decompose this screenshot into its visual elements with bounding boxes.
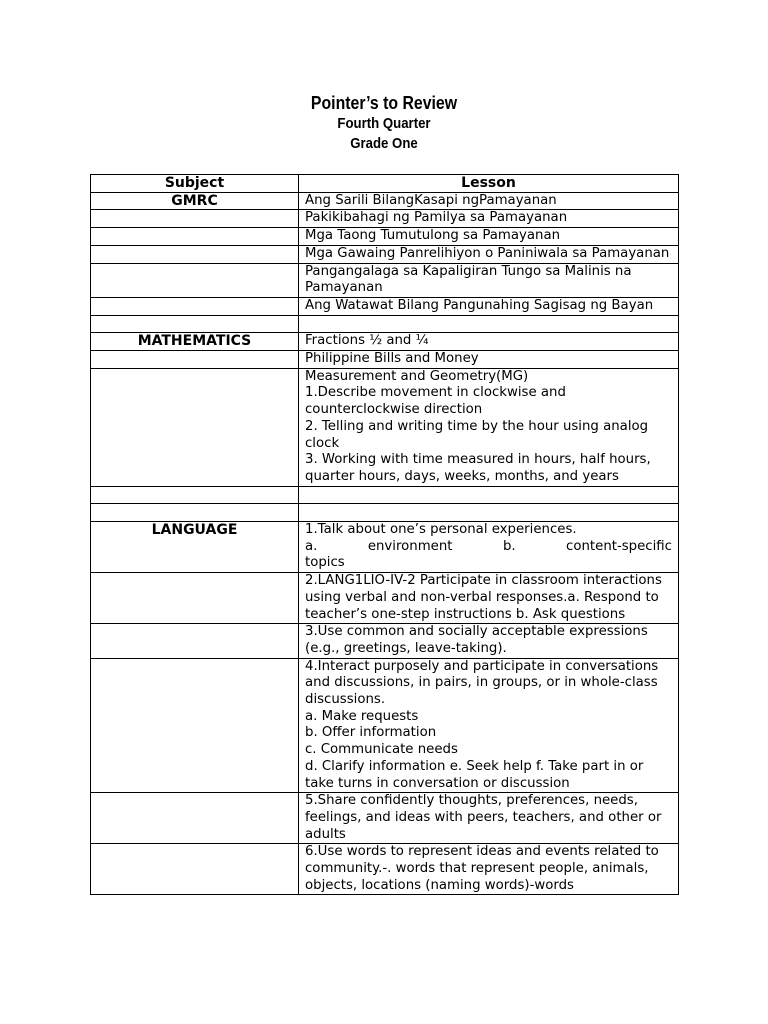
lesson-text: 4.Interact purposely and participate in conversations and discussions, in pairs, in groups, or in whole-class discussions. <box>305 658 659 708</box>
subject-cell <box>91 658 299 793</box>
table-row <box>91 368 679 486</box>
mg-item: 2. Telling and writing time by the hour using analog clock <box>305 418 649 451</box>
lesson-cell: Fractions ½ and ¼ <box>299 333 679 351</box>
subject-cell <box>91 504 299 522</box>
table-row <box>91 245 679 263</box>
subject-cell <box>91 368 299 486</box>
lesson-cell: Mga Taong Tumutulong sa Pamayanan <box>299 228 679 246</box>
subject-column-header: Subject <box>91 175 299 193</box>
lesson-column-header: Lesson <box>299 175 679 193</box>
table-row <box>91 573 679 624</box>
subject-cell <box>91 351 299 369</box>
lesson-cell <box>299 368 679 486</box>
subject-cell <box>91 210 299 228</box>
lesson-subitem: d. Clarify information e. Seek help f. Take part in or take turns in conversation or discussion <box>305 758 644 791</box>
document-title: Pointer’s to Review <box>310 93 458 113</box>
subject-cell <box>91 486 299 504</box>
table-header-row <box>91 175 679 193</box>
empty-row <box>91 504 679 522</box>
lesson-cell: 5.Share confidently thoughts, preferences, needs, feelings, and ideas with peers, teachers, and other or adults <box>299 793 679 844</box>
lesson-cell: Ang Watawat Bilang Pangunahing Sagisag ng Bayan <box>299 297 679 315</box>
lesson-cell: 3.Use common and socially acceptable expressions (e.g., greetings, leave-taking). <box>299 624 679 658</box>
table-row <box>91 793 679 844</box>
grade-label: Grade One <box>350 135 418 152</box>
subject-cell <box>91 624 299 658</box>
lesson-cell: Mga Gawaing Panrelihiyon o Paniniwala sa Pamayanan <box>299 245 679 263</box>
lesson-cell <box>299 315 679 333</box>
lesson-text: 1.Talk about one’s personal experiences. <box>305 522 577 538</box>
table-row <box>91 192 679 210</box>
lesson-cell: Pangangalaga sa Kapaligiran Tungo sa Malinis na Pamayanan <box>299 263 679 297</box>
subject-gmrc: GMRC <box>91 192 299 210</box>
lesson-cell: Philippine Bills and Money <box>299 351 679 369</box>
document-header <box>46 92 722 154</box>
lesson-cell <box>299 658 679 793</box>
subitem-text: environment <box>367 538 453 554</box>
lesson-cell: 6.Use words to represent ideas and events related to community.-. words that represent people, animals, objects, locations (naming words)-words <box>299 844 679 895</box>
lesson-subitem: b. Offer information <box>305 725 437 741</box>
lesson-subitems <box>305 539 672 556</box>
subject-cell <box>91 844 299 895</box>
subject-cell <box>91 793 299 844</box>
table-row <box>91 210 679 228</box>
table-row <box>91 228 679 246</box>
mg-item: 3. Working with time measured in hours, half hours, quarter hours, days, weeks, months, and years <box>305 452 651 484</box>
subject-cell <box>91 228 299 246</box>
lesson-cell <box>299 504 679 522</box>
subitem-text: content-specific <box>566 538 672 554</box>
lesson-cell <box>299 522 679 573</box>
empty-row <box>91 315 679 333</box>
lesson-cell: Ang Sarili BilangKasapi ngPamayanan <box>299 192 679 210</box>
table-row <box>91 658 679 793</box>
table-row <box>91 522 679 573</box>
lesson-text: topics <box>305 555 345 571</box>
empty-row <box>91 486 679 504</box>
mg-heading: Measurement and Geometry(MG) <box>305 368 529 384</box>
subject-cell <box>91 315 299 333</box>
lesson-subitem: a. Make requests <box>305 708 419 724</box>
subject-cell <box>91 297 299 315</box>
subitem-label: b. <box>502 538 516 554</box>
subitem-label: a. <box>305 538 318 554</box>
lesson-cell: Pakikibahagi ng Pamilya sa Pamayanan <box>299 210 679 228</box>
subject-mathematics: MATHEMATICS <box>91 333 299 351</box>
subject-language: LANGUAGE <box>91 522 299 573</box>
subject-cell <box>91 573 299 624</box>
lesson-cell <box>299 486 679 504</box>
table-row <box>91 624 679 658</box>
lesson-cell: 2.LANG1LIO-IV-2 Participate in classroom interactions using verbal and non-verbal responses.a. Respond to teacher’s one-step instructions b. Ask questions <box>299 573 679 624</box>
subject-cell <box>91 245 299 263</box>
review-table <box>90 174 679 895</box>
table-row <box>91 844 679 895</box>
table-row <box>91 351 679 369</box>
table-row <box>91 297 679 315</box>
lesson-subitem: c. Communicate needs <box>305 742 458 758</box>
table-row <box>91 333 679 351</box>
subject-cell <box>91 263 299 297</box>
mg-item: 1.Describe movement in clockwise and counterclockwise direction <box>305 385 566 418</box>
table-row <box>91 263 679 297</box>
quarter-label: Fourth Quarter <box>337 115 431 132</box>
